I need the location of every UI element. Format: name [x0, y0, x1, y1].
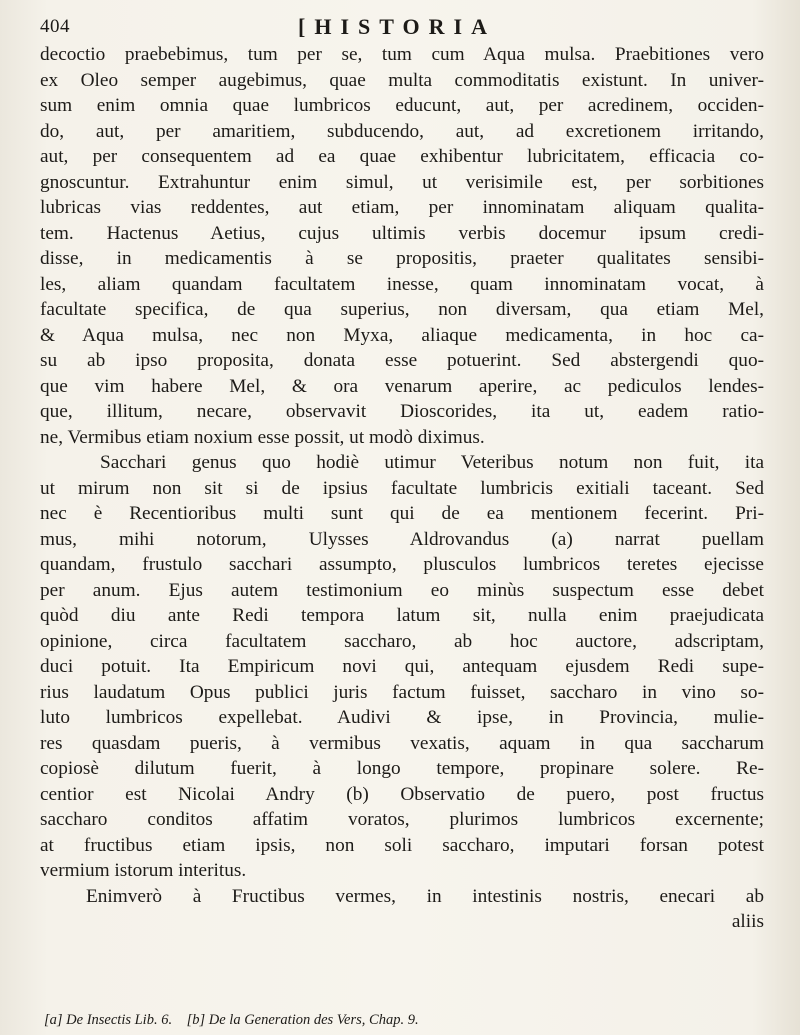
- text-line: res quasdam pueris, à vermibus vexatis, aquam in qua saccharum: [40, 732, 764, 754]
- text-line: vermium istorum interitus.: [40, 860, 247, 881]
- text-line: duci potuit. Ita Empiricum novi qui, antequam ejusdem Redi supe-: [40, 656, 764, 677]
- text-line: saccharo conditos affatim voratos, plurimos lumbricos excernente;: [40, 809, 764, 830]
- body-text: [40, 42, 764, 935]
- text-line: les, aliam quandam facultatem inesse, quam innominatam vocat, à: [40, 273, 764, 295]
- text-line: ne, Vermibus etiam noxium esse possit, ut modò diximus.: [40, 426, 485, 448]
- text-line: quòd diu ante Redi tempora latum sit, nulla enim praejudicata: [40, 605, 764, 626]
- text-line: rius laudatum Opus publici juris factum fuisset, saccharo in vino so-: [40, 681, 764, 703]
- text-line: sum enim omnia quae lumbricos educunt, aut, per acredinem, occiden-: [40, 95, 764, 116]
- footnote-b: [b] De la Generation des Vers, Chap. 9.: [186, 1012, 419, 1028]
- text-line: gnoscuntur. Extrahuntur enim simul, ut verisimile est, per sorbitiones: [40, 171, 764, 193]
- running-head: [HISTORIA: [298, 14, 496, 39]
- text-line: copiosè dilutum fuerit, à longo tempore, propinare solere. Re-: [40, 758, 764, 779]
- text-line: tem. Hactenus Aetius, cujus ultimis verbis docemur ipsum credi-: [40, 222, 764, 244]
- text-line: aut, per consequentem ad ea quae exhibentur lubricitatem, efficacia co-: [40, 146, 764, 167]
- footnotes: [44, 1011, 744, 1029]
- text-line: facultate specifica, de qua superius, non diversam, qua etiam Mel,: [40, 299, 764, 320]
- footnote-a: [a] De Insectis Lib. 6.: [44, 1012, 173, 1028]
- text-line: luto lumbricos expellebat. Audivi & ipse, in Provincia, mulie-: [40, 707, 764, 728]
- text-line: que, illitum, necare, observavit Dioscorides, ita ut, eadem ratio-: [40, 401, 764, 422]
- text-line: quandam, frustulo sacchari assumpto, plusculos lumbricos teretes ejecisse: [40, 554, 764, 575]
- text-line: opinione, circa facultatem saccharo, ab hoc auctore, adscriptam,: [40, 630, 764, 652]
- text-line: disse, in medicamentis à se propositis, praeter qualitates sensibi-: [40, 248, 764, 269]
- text-line: mus, mihi notorum, Ulysses Aldrovandus (a) narrat puellam: [40, 528, 764, 550]
- text-line: que vim habere Mel, & ora venarum aperire, ac pediculos lendes-: [40, 375, 764, 397]
- page-header: [40, 12, 760, 42]
- text-line: & Aqua mulsa, nec non Myxa, aliaque medicamenta, in hoc ca-: [40, 324, 764, 346]
- text-line: decoctio praebebimus, tum per se, tum cum Aqua mulsa. Praebitiones vero: [40, 44, 764, 65]
- text-line: Sacchari genus quo hodiè utimur Veteribus notum non fuit, ita: [100, 452, 764, 473]
- text-line: Enimverò à Fructibus vermes, in intestinis nostris, enecari ab: [86, 885, 764, 907]
- text-line: centior est Nicolai Andry (b) Observatio de puero, post fructus: [40, 783, 764, 805]
- text-line: lubricas vias reddentes, aut etiam, per innominatam aliquam qualita-: [40, 197, 764, 218]
- text-line: do, aut, per amaritiem, subducendo, aut, ad excretionem irritando,: [40, 120, 764, 142]
- text-line: ut mirum non sit si de ipsius facultate lumbricis exitiali taceant. Sed: [40, 477, 764, 499]
- text-line: nec è Recentioribus multi sunt qui de ea mentionem fecerint. Pri-: [40, 503, 764, 524]
- text-line: per anum. Ejus autem testimonium eo minùs suspectum esse debet: [40, 579, 764, 601]
- text-line: ex Oleo semper augebimus, quae multa commoditatis existunt. In univer-: [40, 69, 764, 91]
- text-line: at fructibus etiam ipsis, non soli saccharo, imputari forsan potest: [40, 834, 764, 856]
- page-number: 404: [40, 16, 70, 37]
- text-line: aliis: [731, 911, 764, 932]
- text-line: su ab ipso proposita, donata esse potuerint. Sed abstergendi quo-: [40, 350, 764, 371]
